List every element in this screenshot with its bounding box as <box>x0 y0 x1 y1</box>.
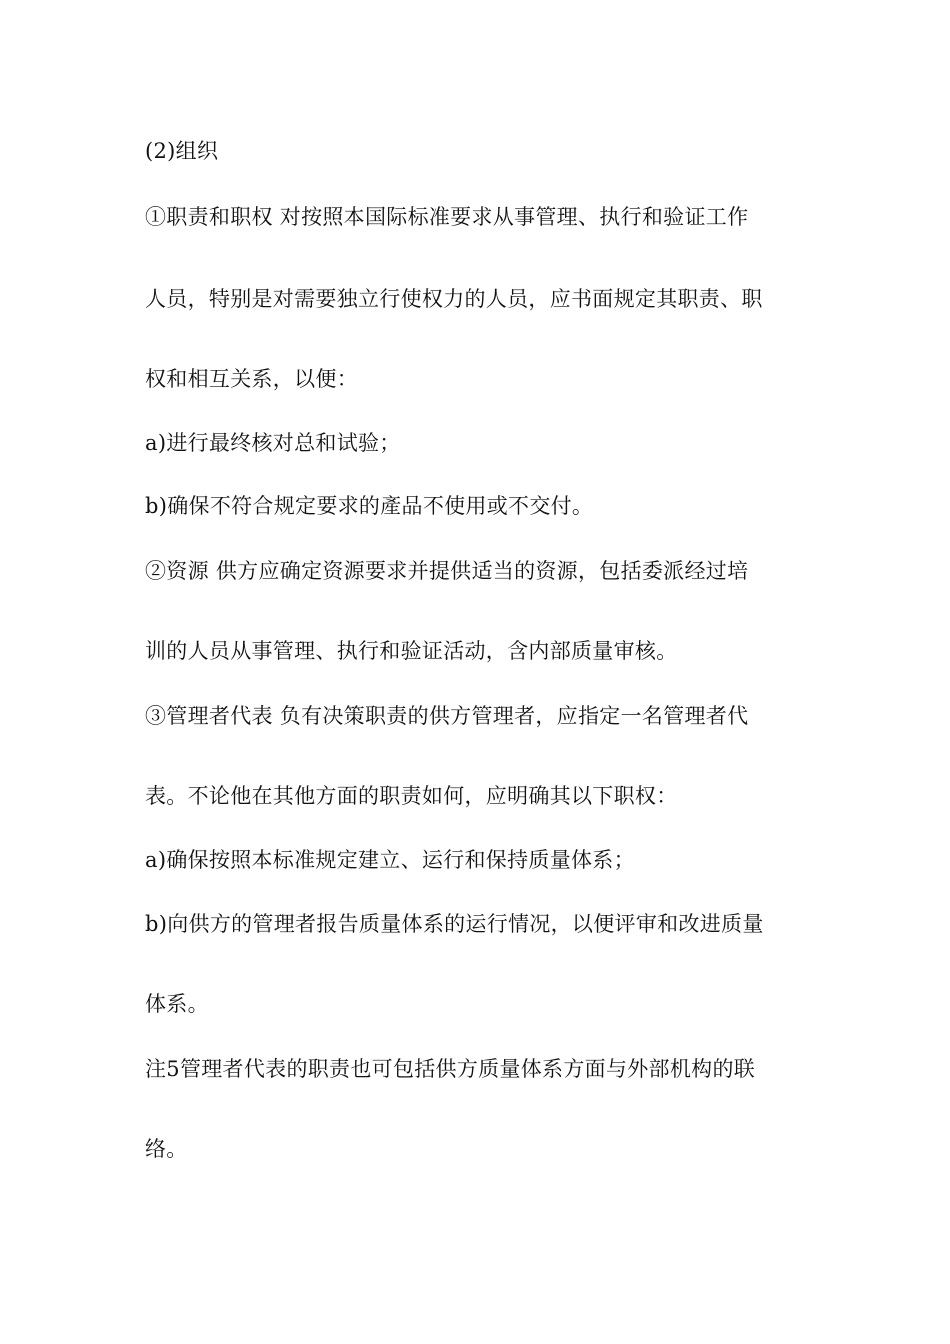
paragraph-line: 表。不论他在其他方面的职责如何，应明确其以下职权： <box>145 784 678 808</box>
section-heading-organization: (2)组织 <box>145 139 219 163</box>
note-line: 络。 <box>145 1137 188 1161</box>
paragraph-line: 权和相互关系，以便： <box>145 367 358 391</box>
list-item: b)确保不符合规定要求的產品不使用或不交付。 <box>145 494 594 518</box>
note-line: 注5管理者代表的职责也可包括供方质量体系方面与外部机构的联 <box>145 1057 756 1081</box>
paragraph-line: ②资源 供方应确定资源要求并提供适当的资源，包括委派经过培 <box>145 559 749 583</box>
list-item: b)向供方的管理者报告质量体系的运行情况，以便评审和改进质量 <box>145 912 764 936</box>
list-item: a)确保按照本标准规定建立、运行和保持质量体系； <box>145 848 635 872</box>
paragraph-line: 人员，特别是对需要独立行使权力的人员，应书面规定其职责、职 <box>145 287 763 311</box>
paragraph-line: 训的人员从事管理、执行和验证活动，含内部质量审核。 <box>145 639 678 663</box>
paragraph-line: ③管理者代表 负有决策职责的供方管理者，应指定一名管理者代 <box>145 704 749 728</box>
paragraph-line: 体系。 <box>145 992 209 1016</box>
list-item: a)进行最终核对总和试验； <box>145 431 401 455</box>
paragraph-line: ①职责和职权 对按照本国际标准要求从事管理、执行和验证工作 <box>145 205 749 229</box>
